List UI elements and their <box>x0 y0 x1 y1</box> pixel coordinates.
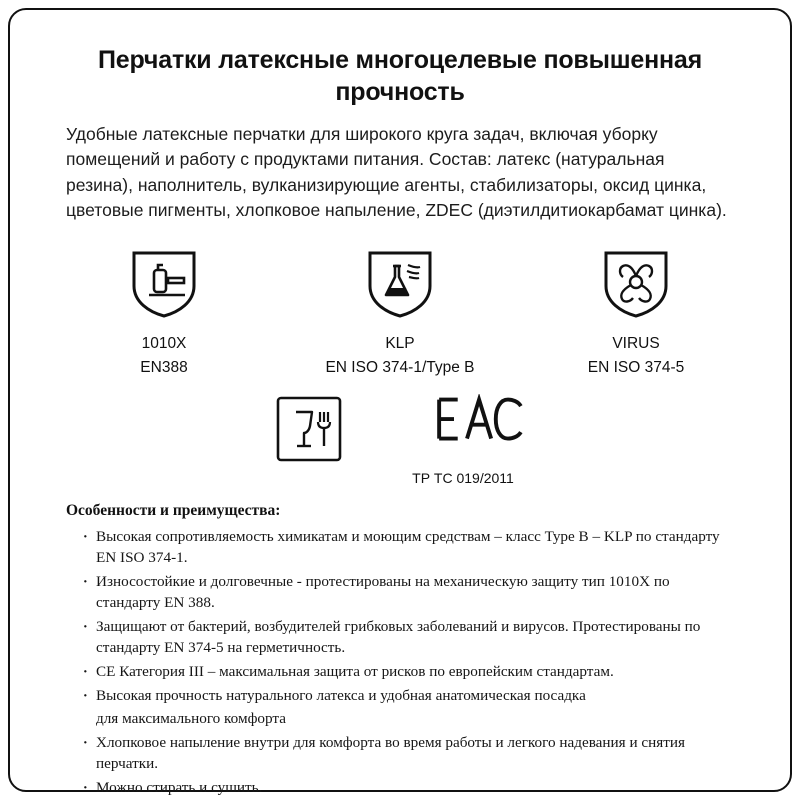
list-item: · Можно стирать и сушить. <box>80 777 734 799</box>
list-item: · Хлопковое напыление внутри для комфорта во время работы и легкого надевания и снятия перчатки. <box>80 732 734 775</box>
pictogram-eac <box>412 394 514 486</box>
list-item: · Защищают от бактерий, возбудителей грибковых заболеваний и вирусов. Протестированы по стандарту EN 374-5 на герметичность. <box>80 616 734 659</box>
pictogram-caption: ТР ТС 019/2011 <box>412 469 514 486</box>
certification-pictogram-row <box>52 394 734 486</box>
pictogram-label-line1: 1010X <box>141 334 187 352</box>
food-safe-glass-fork-icon <box>272 394 346 466</box>
list-item: · Высокая прочность натурального латекса и удобная анатомическая посадка <box>80 685 734 707</box>
biohazard-shield-icon <box>599 246 673 320</box>
pictogram-food-safe <box>272 394 346 470</box>
pictogram-chemical <box>320 246 480 380</box>
pictogram-label-line1: KLP <box>385 334 415 352</box>
pictogram-biohazard <box>556 246 716 380</box>
features-list <box>66 526 734 799</box>
eac-conformity-icon <box>426 394 500 466</box>
pictogram-label-line2: EN ISO 374-1/Type B <box>325 358 475 376</box>
chemical-hazard-shield-icon <box>363 246 437 320</box>
list-item: · Износостойкие и долговечные - протестированы на механическую защиту тип 1010X по стандарту EN 388. <box>80 571 734 614</box>
mechanical-hazard-shield-icon <box>127 246 201 320</box>
product-card <box>8 8 792 796</box>
product-description: Удобные латексные перчатки для широкого круга задач, включая уборку помещений и работу с продуктами питания. Состав: латекс (натуральная резина), наполнитель, вулканизирующие агенты, стабилизаторы, оксид цинка, цветовые пигменты, хлопковое напыление, ZDEC (диэтилдитиокарбамат цинка). <box>66 124 727 221</box>
list-item: · CE Категория III – максимальная защита от рисков по европейским стандартам. <box>80 661 734 683</box>
list-item: для максимального комфорта <box>96 710 286 728</box>
pictogram-label-line1: VIRUS <box>612 334 660 352</box>
pictogram-label-line2: EN388 <box>140 358 188 376</box>
standards-pictogram-row <box>66 246 734 380</box>
page-title: Перчатки латексные многоцелевые повышенная прочность <box>98 46 702 106</box>
list-item: · Высокая сопротивляемость химикатам и моющим средствам – класс Type B – KLP по стандарту EN ISO 374-1. <box>80 526 734 569</box>
features-heading: Особенности и преимущества: <box>66 501 281 519</box>
pictogram-label-line2: EN ISO 374-5 <box>587 358 685 376</box>
pictogram-mechanical <box>84 246 244 380</box>
